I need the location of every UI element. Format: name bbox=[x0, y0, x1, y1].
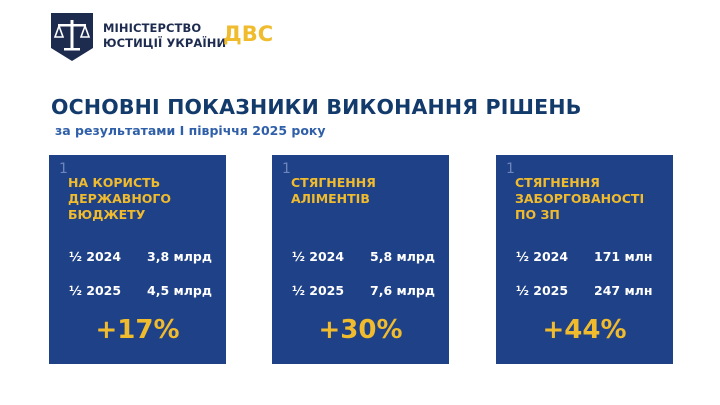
indicator-card-alimony bbox=[272, 155, 449, 364]
page-title: ОСНОВНІ ПОКАЗНИКИ ВИКОНАННЯ РІШЕНЬ bbox=[51, 95, 582, 119]
period-label: ½ 2024 bbox=[516, 249, 569, 264]
period-value: 4,5 млрд bbox=[147, 283, 212, 298]
period-value: 247 млн bbox=[594, 283, 653, 298]
stat-row-2025 bbox=[69, 283, 212, 298]
period-label: ½ 2025 bbox=[69, 283, 122, 298]
card-number: 1 bbox=[506, 161, 515, 177]
card-title-line: ПО ЗП bbox=[515, 207, 560, 222]
card-number: 1 bbox=[282, 161, 291, 177]
card-title bbox=[515, 175, 644, 223]
stat-row-2024 bbox=[292, 249, 435, 264]
period-label: ½ 2024 bbox=[69, 249, 122, 264]
card-title-line: ДЕРЖАВНОГО bbox=[68, 191, 172, 206]
card-title-line: АЛІМЕНТІВ bbox=[291, 191, 370, 206]
ministry-emblem-icon bbox=[50, 12, 94, 62]
indicator-card-wage-arrears bbox=[496, 155, 673, 364]
card-number: 1 bbox=[59, 161, 68, 177]
card-title-line: НА КОРИСТЬ bbox=[68, 175, 161, 190]
period-label: ½ 2025 bbox=[516, 283, 569, 298]
stat-row-2025 bbox=[516, 283, 653, 298]
card-title bbox=[68, 175, 171, 223]
period-value: 171 млн bbox=[594, 249, 653, 264]
card-title bbox=[291, 175, 376, 207]
period-label: ½ 2025 bbox=[292, 283, 345, 298]
ministry-name-line2: ЮСТИЦІЇ УКРАЇНИ bbox=[103, 36, 227, 50]
card-title-line: ЗАБОРГОВАНОСТІ bbox=[515, 191, 645, 206]
growth-percent: +44% bbox=[542, 315, 627, 345]
card-title-line: СТЯГНЕННЯ bbox=[515, 175, 600, 190]
growth-percent: +30% bbox=[318, 315, 403, 345]
indicator-card-budget bbox=[49, 155, 226, 364]
stat-row-2025 bbox=[292, 283, 435, 298]
period-value: 3,8 млрд bbox=[147, 249, 212, 264]
card-title-line: СТЯГНЕННЯ bbox=[291, 175, 376, 190]
period-label: ½ 2024 bbox=[292, 249, 345, 264]
period-value: 7,6 млрд bbox=[370, 283, 435, 298]
stat-row-2024 bbox=[69, 249, 212, 264]
ministry-name-line1: МІНІСТЕРСТВО bbox=[103, 21, 202, 35]
card-title-line: БЮДЖЕТУ bbox=[68, 207, 146, 222]
agency-label: ДВС bbox=[223, 22, 274, 46]
growth-percent: +17% bbox=[95, 315, 180, 345]
stat-row-2024 bbox=[516, 249, 653, 264]
page-subtitle: за результатами І півріччя 2025 року bbox=[55, 123, 326, 138]
ministry-name bbox=[103, 21, 226, 51]
period-value: 5,8 млрд bbox=[370, 249, 435, 264]
